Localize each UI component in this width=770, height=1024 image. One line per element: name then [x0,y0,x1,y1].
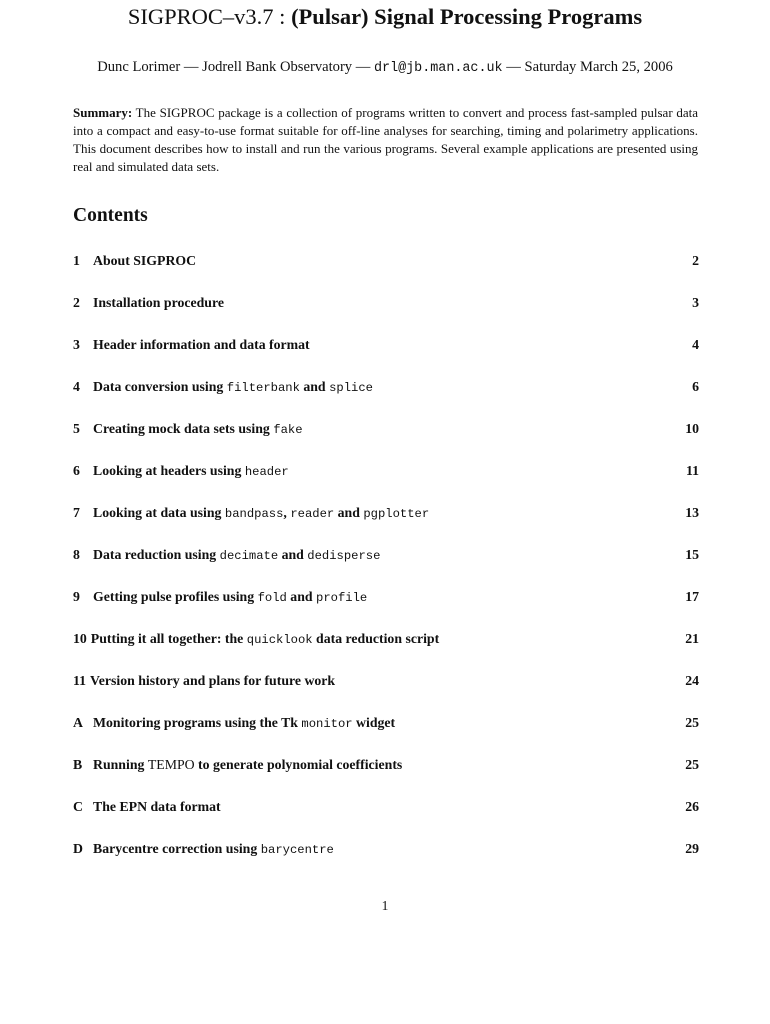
toc-entry-page: 6 [692,379,699,394]
toc-code-text: fake [273,423,303,437]
toc-entry[interactable] [73,547,699,589]
toc-title-text: widget [352,715,396,730]
toc-title-text: TEMPO [147,757,195,772]
summary [73,104,698,176]
toc-entry-number: D [73,841,83,856]
toc-entry[interactable] [73,757,699,799]
toc-entry-title [93,799,659,815]
toc-title-text: , [283,505,291,520]
toc-entry-number: 3 [73,337,80,352]
toc-entry[interactable] [73,673,699,715]
toc-title-text: Data conversion using [93,379,227,394]
toc-code-text: header [244,465,289,479]
toc-entry-number: 9 [73,589,80,604]
toc-code-text: reader [290,507,335,521]
toc-entry-title [93,253,659,269]
toc-entry-title [93,505,659,521]
toc-entry-number: 2 [73,295,80,310]
toc-entry-number: 1 [73,253,80,268]
toc-title-text: Creating mock data sets using [93,421,274,436]
email-link[interactable]: drl@jb.man.ac.uk [374,61,503,76]
title-prefix: SIGPROC–v3.7 : [127,4,292,29]
toc-title-text: and [286,589,316,604]
toc-title-text: Getting pulse profiles using [93,589,258,604]
toc-entry-page: 26 [685,799,699,814]
toc-entry-title [93,547,659,563]
toc-title-text: data reduction script [312,631,440,646]
toc-entry-number: 8 [73,547,80,562]
toc-title-text: Looking at data using [93,505,225,520]
table-of-contents [73,253,699,883]
toc-title-text: Header information and data format [93,337,310,352]
toc-code-text: fold [257,591,287,605]
toc-entry-title [93,337,659,353]
toc-entry[interactable] [73,631,699,673]
toc-code-text: decimate [219,549,279,563]
toc-entry-title [93,841,659,857]
toc-entry-page: 21 [685,631,699,646]
toc-code-text: profile [316,591,368,605]
toc-entry[interactable] [73,505,699,547]
toc-entry-page: 25 [685,715,699,730]
toc-entry-title [93,757,659,773]
toc-title-text: to generate polynomial coefficients [194,757,403,772]
toc-entry-title [93,421,659,437]
toc-entry-number: 11 [73,673,87,688]
byline [0,59,770,76]
summary-label: Summary: [73,105,133,120]
toc-entry-page: 17 [685,589,699,604]
toc-entry-page: 2 [692,253,699,268]
toc-entry-page: 11 [685,463,699,478]
toc-title-text: Looking at headers using [93,463,245,478]
toc-entry[interactable] [73,295,699,337]
toc-entry-title [93,295,659,311]
toc-title-text: The EPN data format [93,799,221,814]
title-main: (Pulsar) Signal Processing Programs [291,4,643,29]
toc-entry[interactable] [73,379,699,421]
toc-entry-title [91,631,659,647]
toc-entry-title [93,379,659,395]
toc-title-text: and [299,379,330,394]
toc-entry-number: 10 [73,631,87,646]
toc-entry-title [93,589,659,605]
toc-entry-page: 3 [692,295,699,310]
toc-entry-page: 10 [685,421,699,436]
toc-title-text: and [278,547,308,562]
toc-code-text: barycentre [260,843,334,857]
toc-entry[interactable] [73,253,699,295]
toc-entry[interactable] [73,337,699,379]
toc-title-text: About SIGPROC [93,253,197,268]
toc-code-text: dedisperse [307,549,381,563]
summary-text: The SIGPROC package is a collection of programs written to convert and process fast-sampled pulsar data into a compact and easy-to-use format suitable for off-line analyses for searching, timing and polarimetry applications. This document describes how to install and run the various programs. Several example applications are presented using real and simulated data sets. [73,105,698,174]
toc-entry-page: 24 [685,673,699,688]
toc-code-text: filterbank [226,381,300,395]
document-title [0,4,770,30]
page-number: 1 [381,898,389,913]
toc-entry-page: 25 [685,757,699,772]
toc-entry-number: A [73,715,83,730]
toc-entry-number: 4 [73,379,80,394]
toc-entry[interactable] [73,589,699,631]
toc-title-text: Version history and plans for future work [90,673,336,688]
toc-entry[interactable] [73,421,699,463]
toc-entry-number: B [73,757,83,772]
contents-heading: Contents [73,205,148,226]
toc-entry-title [93,715,659,731]
toc-title-text: and [334,505,364,520]
toc-entry-page: 29 [685,841,699,856]
toc-title-text: Monitoring programs using the Tk [93,715,302,730]
toc-code-text: quicklook [246,633,313,647]
toc-entry-page: 4 [692,337,699,352]
author: Dunc Lorimer — Jodrell Bank Observatory — [97,59,374,75]
toc-title-text: Running [93,757,148,772]
toc-entry[interactable] [73,799,699,841]
toc-entry-page: 15 [685,547,699,562]
toc-entry[interactable] [73,841,699,883]
toc-code-text: splice [329,381,373,395]
toc-title-text: Putting it all together: the [90,631,247,646]
toc-code-text: bandpass [224,507,284,521]
toc-entry-number: 5 [73,421,80,436]
toc-entry-page: 13 [685,505,699,520]
toc-title-text: Installation procedure [93,295,224,310]
toc-entry[interactable] [73,715,699,757]
toc-entry-title [93,463,659,479]
toc-title-text: Data reduction using [93,547,220,562]
toc-code-text: pgplotter [363,507,430,521]
toc-title-text: Barycentre correction using [93,841,261,856]
date: — Saturday March 25, 2006 [502,59,673,75]
toc-entry-number: 6 [73,463,80,478]
toc-entry-title [90,673,659,689]
toc-entry-number: C [73,799,83,814]
toc-entry-number: 7 [73,505,80,520]
toc-entry[interactable] [73,463,699,505]
toc-code-text: monitor [301,717,353,731]
